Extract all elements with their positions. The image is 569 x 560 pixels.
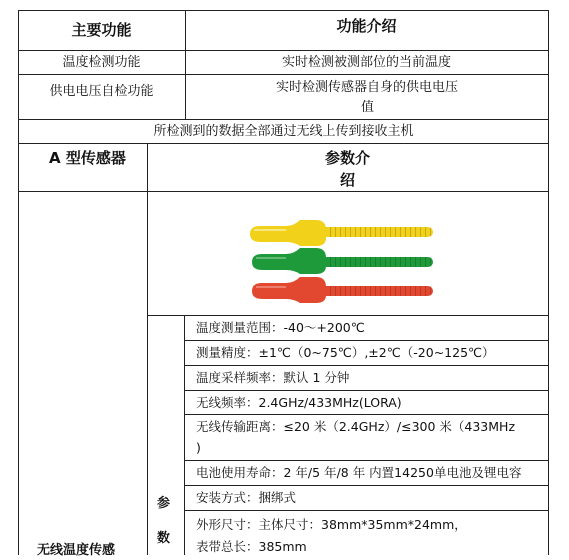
param-battery-life: 电池使用寿命：2 年/5 年/8 年 内置14250单电池及锂电容: [196, 465, 522, 480]
function-name-temperature: 温度检测功能: [62, 55, 141, 70]
param-installation: 安装方式：捆绑式: [196, 490, 297, 505]
param-dimensions: 外形尺寸：主体尺寸：38mm*35mm*24mm，: [196, 517, 467, 532]
param-divider: [184, 485, 549, 486]
params-header-cont: 绍: [339, 171, 355, 189]
row-divider: [147, 315, 549, 316]
param-side-label-1: 参: [157, 496, 171, 511]
sensor-product-image: [246, 212, 436, 308]
row-divider: [18, 50, 549, 51]
param-transmission-distance: 无线传输距离：≤20 米（2.4GHz）/≤300 米（433MHz: [196, 419, 516, 434]
param-divider: [184, 390, 549, 391]
function-name-voltage: 供电电压自检功能: [49, 84, 154, 99]
sensor-type-title: A 型传感器: [49, 149, 126, 167]
param-accuracy: 测量精度：±1℃（0~75℃）,±2℃（-20~125℃）: [196, 345, 495, 360]
header-function-intro: 功能介绍: [336, 17, 397, 35]
function-desc-temperature: 实时检测被测部位的当前温度: [281, 55, 451, 70]
sensor-side-label: 无线温度传感: [37, 543, 116, 558]
function-desc-voltage: 实时检测传感器自身的供电电压: [276, 80, 459, 95]
row-divider: [18, 143, 549, 144]
param-temp-range: 温度测量范围：-40～+200℃: [196, 320, 365, 335]
header-main-function: 主要功能: [71, 21, 132, 39]
param-side-label-2: 数: [157, 531, 171, 546]
param-sampling-rate: 温度采样频率：默认 1 分钟: [196, 370, 350, 385]
param-strap-length: 表带总长：385mm: [196, 539, 307, 554]
table-top-border: [18, 10, 549, 11]
table-right-border: [548, 10, 549, 555]
param-divider: [184, 414, 549, 415]
upload-note: 所检测到的数据全部通过无线上传到接收主机: [153, 124, 414, 139]
col-divider: [147, 143, 148, 555]
row-divider: [18, 191, 549, 192]
param-divider: [184, 340, 549, 341]
param-divider: [184, 365, 549, 366]
param-divider: [184, 460, 549, 461]
temperature-sensor-probes-icon: [246, 212, 436, 308]
function-desc-voltage-cont: 值: [361, 100, 375, 115]
param-transmission-distance-cont: ): [196, 440, 201, 455]
col-divider: [184, 315, 185, 555]
row-divider: [18, 119, 549, 120]
row-divider: [18, 74, 549, 75]
param-wireless-frequency: 无线频率：2.4GHz/433MHz(LORA): [196, 395, 402, 410]
params-header: 参数介: [324, 149, 370, 167]
param-divider: [184, 510, 549, 511]
